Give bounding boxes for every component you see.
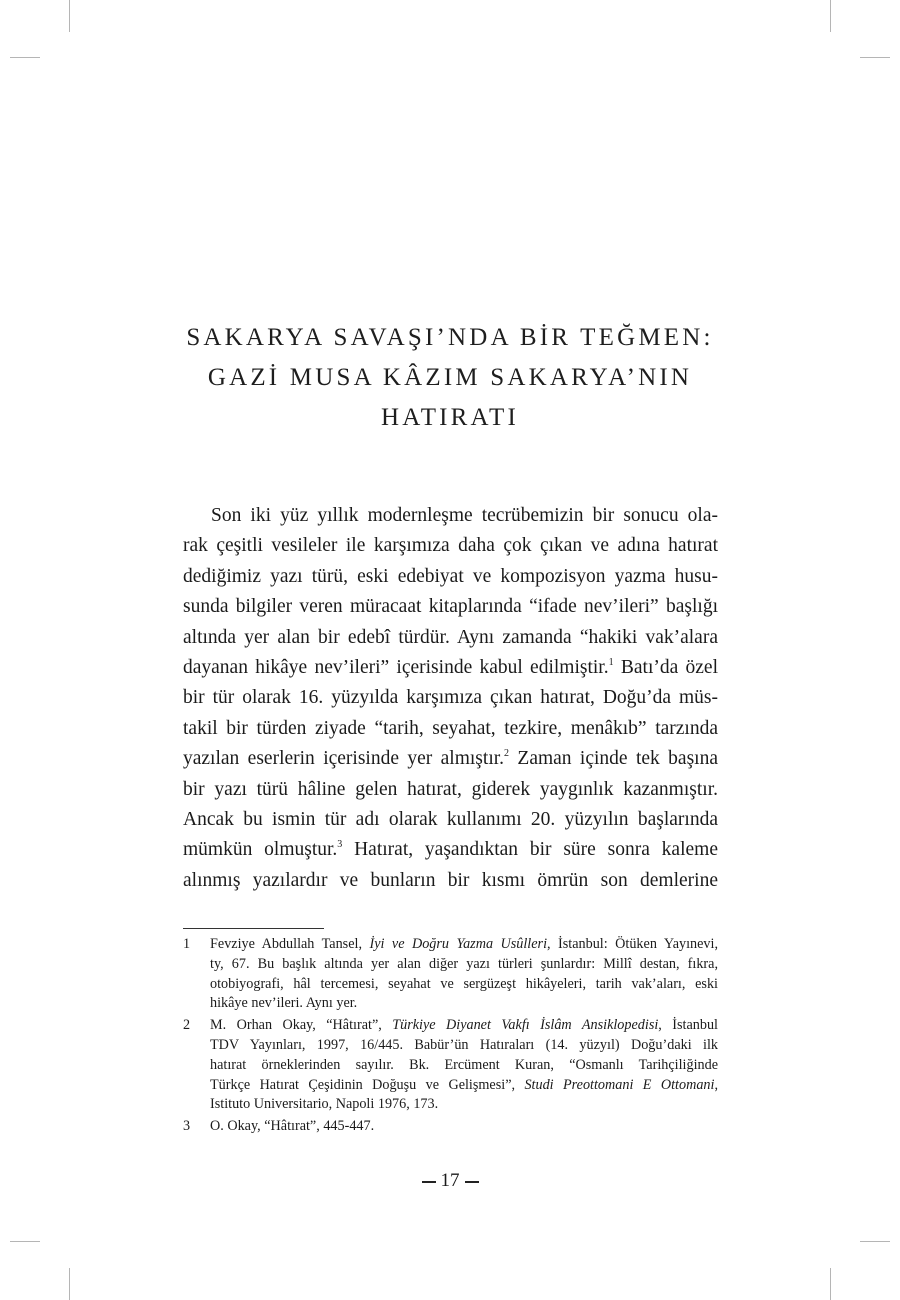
footnote-1	[183, 935, 718, 1014]
footnote-3	[183, 1117, 718, 1137]
folio-dash-left	[422, 1181, 436, 1183]
body-paragraph	[183, 501, 718, 896]
crop-mark-left-bottom	[10, 1241, 40, 1242]
footnote-span: M. Orhan Okay, “Hâtırat”,	[210, 1017, 393, 1034]
chapter-title-line: SAKARYA SAVAŞI’NDA BİR TEĞMEN:	[186, 324, 714, 351]
body-line	[183, 835, 718, 865]
crop-mark-bottom-right	[830, 1268, 831, 1300]
body-line: rak çeşitli vesileler ile karşımıza daha çok çıkan ve adına hatırat	[183, 535, 718, 557]
footnote-line: O. Okay, “Hâtırat”, 445-447.	[210, 1118, 375, 1135]
crop-mark-top-left	[69, 0, 70, 32]
body-line: Ancak bu ismin tür adı olarak kullanımı 20. yüzyılın başlarında	[183, 808, 718, 830]
footnote-span: Türkçe Hatırat Çeşidinin Doğuşu ve Gelişmesi”,	[210, 1076, 525, 1093]
body-line: dediğimiz yazı türü, eski edebiyat ve kompozisyon yazma husu-	[183, 565, 718, 587]
footnote-italic: Türkiye Diyanet Vakfı İslâm Ansiklopedisi	[392, 1017, 659, 1034]
footnote-line	[210, 1016, 718, 1036]
chapter-title-line: GAZİ MUSA KÂZIM SAKARYA’NIN	[207, 364, 693, 391]
crop-mark-top-right	[830, 0, 831, 32]
chapter-title-line: HATIRATI	[380, 404, 520, 431]
body-text-span: yazılan eserlerin içerisinde yer almıştır.	[183, 748, 505, 770]
footnote-ref[interactable]: 3	[337, 839, 343, 851]
footnote-text	[210, 1117, 718, 1137]
body-line: bir tür olarak 16. yüzyılda karşımıza çıkan hatırat, Doğu’da müs-	[183, 687, 718, 709]
body-line	[183, 744, 718, 774]
body-line: Son iki yüz yıllık modernleşme tecrübemizin bir sonucu ola-	[211, 505, 718, 526]
footnote-ref[interactable]: 1	[608, 656, 614, 668]
footnote-separator	[183, 928, 324, 929]
footnote-number: 3	[183, 1118, 191, 1135]
footnote-ref[interactable]: 2	[504, 748, 510, 760]
body-line: bir yazı türü hâline gelen hatırat, giderek yaygınlık kazanmıştır.	[183, 778, 718, 800]
footnote-line: hikâye nev’ileri. Aynı yer.	[210, 995, 358, 1012]
footnote-text	[210, 935, 718, 1014]
footnote-italic: İyi ve Doğru Yazma Usûlleri	[369, 936, 548, 952]
body-line: sunda bilgiler veren müracaat kitaplarında “ifade nev’ileri” başlığı	[183, 596, 718, 618]
body-line	[183, 653, 718, 683]
body-text-span: Zaman içinde tek başına	[509, 748, 718, 770]
page-number	[400, 1170, 500, 1192]
footnote-line: hatırat örneklerinden sayılır. Bk. Ercüment Kuran, “Osmanlı Tarihçiliğinde	[210, 1056, 718, 1073]
footnote-text	[210, 1016, 718, 1115]
footnote-number: 1	[183, 936, 191, 952]
body-text-span: dayanan hikâye nev’ileri” içerisinde kabul edilmiştir.	[183, 656, 609, 678]
footnote-number: 2	[183, 1017, 191, 1034]
footnote-span: Fevziye Abdullah Tansel,	[210, 936, 370, 952]
page-number-value: 17	[440, 1170, 460, 1191]
chapter-title	[150, 318, 750, 438]
body-text-span: mümkün olmuştur.	[183, 839, 338, 861]
body-text-span: Batı’da özel	[613, 656, 718, 678]
footnote-2	[183, 1016, 718, 1115]
footnote-line: otobiyografi, hâl tercemesi, seyahat ve sergüzeşt hikâyeleri, tarih vak’aları, eski	[210, 975, 718, 992]
footnote-line	[210, 1076, 718, 1096]
footnote-line: Istituto Universitario, Napoli 1976, 173.	[210, 1096, 439, 1113]
footnote-span: , İstanbul: Ötüken Yayınevi,	[547, 936, 718, 952]
footnotes	[183, 935, 718, 1139]
crop-mark-right-bottom	[860, 1241, 890, 1242]
crop-mark-right-top	[860, 57, 890, 58]
footnote-span: , İstanbul	[658, 1017, 718, 1034]
body-text-span: Hatırat, yaşandıktan bir süre sonra kaleme	[342, 839, 718, 861]
body-line: takil bir türden ziyade “tarih, seyahat, tezkire, menâkıb” tarzında	[183, 717, 718, 739]
crop-mark-left-top	[10, 57, 40, 58]
folio-dash-right	[465, 1181, 479, 1183]
crop-mark-bottom-left	[69, 1268, 70, 1300]
body-line: alınmış yazılardır ve bunların bir kısmı ömrün son demlerine	[183, 869, 718, 891]
footnote-line	[210, 935, 718, 955]
footnote-italic: Studi Preottomani E Ottomani	[524, 1076, 715, 1093]
footnote-line: ty, 67. Bu başlık altında yer alan diğer yazı türleri şunlardır: Millî destan, fıkra,	[210, 955, 718, 972]
footnote-line: TDV Yayınları, 1997, 16/445. Babür’ün Hatıraları (14. yüzyıl) Doğu’daki ilk	[210, 1036, 718, 1053]
body-line: altında yer alan bir edebî türdür. Aynı zamanda “hakiki vak’alara	[183, 626, 718, 648]
footnote-span: ,	[714, 1076, 718, 1093]
